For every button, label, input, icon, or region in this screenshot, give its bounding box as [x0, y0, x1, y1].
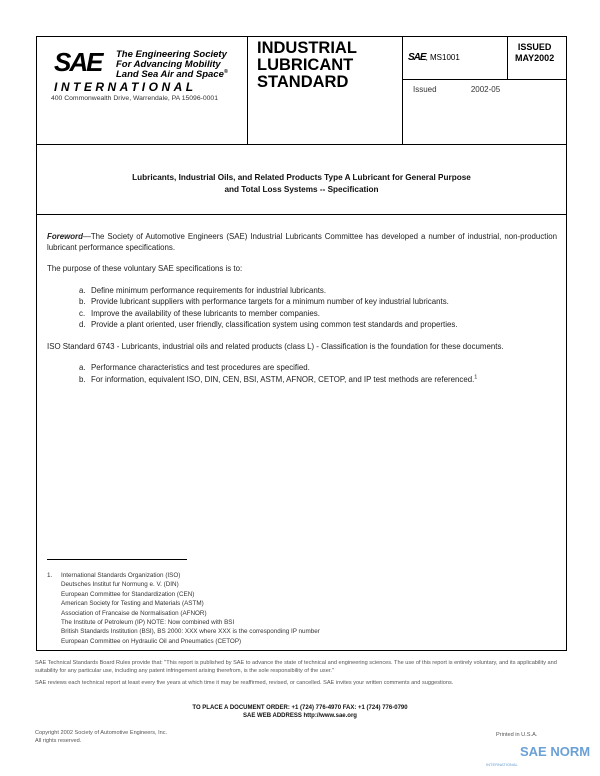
document-number: SAE, MS1001 [408, 52, 460, 63]
sae-norm-watermark: SAE NORM INTERNATIONAL [486, 744, 591, 767]
logo-tagline: The Engineering Society For Advancing Mobility Land Sea Air and Space® [116, 49, 228, 80]
footnote-rule [47, 559, 187, 560]
issued-box: ISSUED MAY2002 [515, 42, 555, 63]
order-info: TO PLACE A DOCUMENT ORDER: +1 (724) 776-4970 FAX: +1 (724) 776-0790 SAE WEB ADDRESS http://www.sae.org [192, 705, 408, 719]
printed-in: Printed in U.S.A. [496, 732, 538, 738]
list-item: a. Performance characteristics and test procedures are specified. [79, 363, 310, 372]
purpose-list [47, 286, 557, 331]
iso-list [47, 363, 557, 385]
list-item: a. Define minimum performance requirements for industrial lubricants. [79, 285, 327, 295]
list-item: c. Improve the availability of these lubricants to member companies. [79, 308, 320, 318]
list-item: d. Provide a plant oriented, user friendly, classification system using common test standards and properties. [79, 320, 458, 329]
address: 400 Commonwealth Drive, Warrendale, PA 15096-0001 [51, 95, 218, 102]
list-item: b. Provide lubricant suppliers with performance targets for a minimum number of key industrial lubricants. [79, 297, 449, 306]
sae-logo-mark: SAE [54, 47, 102, 77]
iso-paragraph: ISO Standard 6743 - Lubricants, industrial oils and related products (class L) - Classification is the foundation for these documents. [47, 341, 504, 351]
title-rule [37, 214, 566, 215]
divider [402, 79, 566, 80]
legal-notice: SAE Technical Standards Board Rules provide that: "This report is published by SAE to advance the state of technical and engineering sciences. The use of this report is entirely voluntary, and its applicability and suitability for any particular use, including any patent infringement arising therefrom, is the sole responsibility of the user." SAE reviews each technical report at least every five years at which time it may be reaffirmed, revised, or cancelled. SAE invites your written comments and suggestions. [35, 660, 557, 687]
divider [247, 37, 248, 144]
copyright: Copyright 2002 Society of Automotive Engineers, Inc. All rights reserved. [35, 730, 168, 744]
standard-title: INDUSTRIAL LUBRICANT STANDARD [257, 39, 357, 91]
divider [507, 37, 508, 79]
document-title: Lubricants, Industrial Oils, and Related Products Type A Lubricant for General Purpose and Total Loss Systems -- Specification [132, 173, 471, 194]
foreword: Foreword—The Society of Automotive Engineers (SAE) Industrial Lubricants Committee has developed a number of industrial, non-production lubricant performance specifications. [47, 232, 557, 252]
issued-row: Issued 2002-05 [413, 85, 501, 94]
footnote-ref: 1 [474, 373, 478, 380]
divider [402, 37, 403, 144]
footnotes: 1. International Standards Organization (ISO) Deutsches Institut fur Normung e. V. (DIN) European Committee for Standardization (CEN) American Society for Testing and Materials (ASTM) Association of Francaise de Normalisation (AFNOR) The Institute of Petroleum (IP) NOTE: Now combined with BSI British Standards Institution (BSI), BS 2000: XXX where XXX is the corresponding IP number European Committee on Hydraulic Oil and Pneumatics (CETOP) [47, 572, 320, 645]
purpose-intro: The purpose of these voluntary SAE specifications is to: [47, 264, 243, 273]
sae-logo [52, 43, 262, 93]
logo-international: INTERNATIONAL [54, 80, 197, 94]
document-body [47, 232, 557, 396]
document-frame [36, 36, 567, 651]
header-rule [37, 144, 566, 145]
list-item: b. For information, equivalent ISO, DIN, CEN, BSI, ASTM, AFNOR, CETOP, and IP test methods are referenced.$^1$ [79, 373, 478, 384]
